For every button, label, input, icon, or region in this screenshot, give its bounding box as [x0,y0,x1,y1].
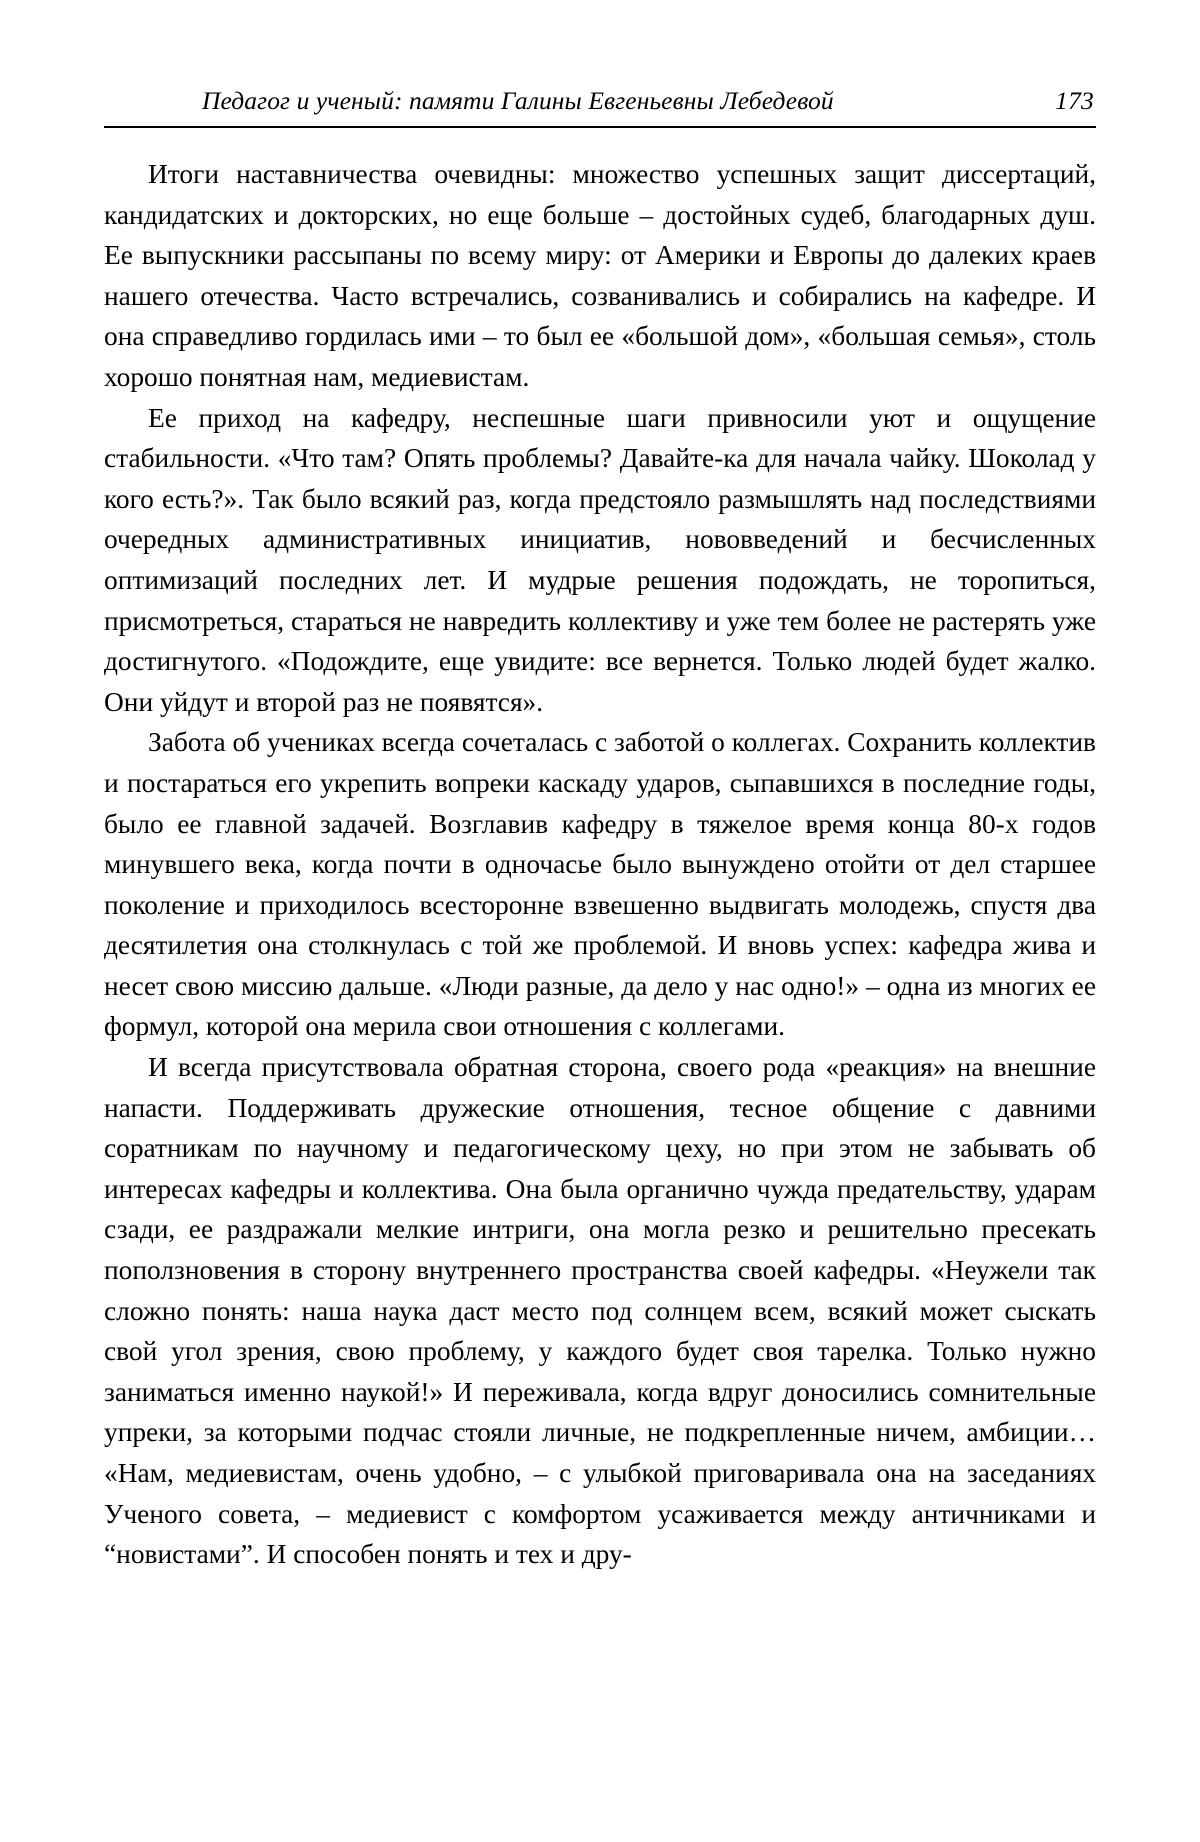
running-head-title: Педагог и ученый: памяти Галины Евгеньевны Лебедевой [202,86,834,115]
paragraph: Забота об учениках всегда сочеталась с заботой о коллегах. Сохранить коллектив и постараться его укрепить вопреки каскаду ударов, сыпавшихся в последние годы, было ее главной задачей. Возглавив кафедру в тяжелое время конца 80-х годов минувшего века, когда почти в одночасье было вынуждено отойти от дел старшее поколение и приходилось всесторонне взвешенно выдвигать молодежь, спустя два десятилетия она столкнулась с той же проблемой. И вновь успех: кафедра жива и несет свою миссию дальше. «Люди разные, да дело у нас одно!» – одна из многих ее формул, которой она мерила свои отношения с коллегами. [104,727,1096,1042]
paragraph: Ее приход на кафедру, неспешные шаги привносили уют и ощущение стабильности. «Что там? Опять проблемы? Давайте-ка для начала чайку. Шоколад у кого есть?». Так было всякий раз, когда предстояло размышлять над последствиями очередных административных инициатив, нововведений и бесчисленных оптимизаций последних лет. И мудрые решения подождать, не торопиться, присмотреться, стараться не навредить коллективу и уже тем более не растерять уже достигнутого. «Подождите, еще увидите: все вернется. Только людей будет жалко. Они уйдут и второй раз не появятся». [104,402,1096,717]
body-text [104,154,1096,1575]
paragraph: И всегда присутствовала обратная сторона, своего рода «реакция» на внешние напасти. Поддерживать дружеские отношения, тесное общение с давними соратникам по научному и педагогическому цеху, но при этом не забывать об интересах кафедры и коллектива. Она была органично чужда предательству, ударам сзади, ее раздражали мелкие интриги, она могла резко и решительно пресекать поползновения в сторону внутреннего пространства своей кафедры. «Неужели так сложно понять: наша наука даст место под солнцем всем, всякий может сыскать свой угол зрения, свою проблему, у каждого будет своя тарелка. Только нужно заниматься именно наукой!» И переживала, когда вдруг доносились сомнительные упреки, за которыми подчас стояли личные, не подкрепленные ничем, амбиции… «Нам, медиевистам, очень удобно, – с улыбкой приговаривала она на заседаниях Ученого совета, – медиевист с комфортом усаживается между античниками и “новистами”. И способен понять и тех и дру- [104,1052,1096,1570]
header-rule [104,126,1096,128]
paragraph: Итоги наставничества очевидны: множество успешных защит диссертаций, кандидатских и докторских, но еще больше – достойных судеб, благодарных душ. Ее выпускники рассыпаны по всему миру: от Америки и Европы до далеких краев нашего отечества. Часто встречались, созванивались и собирались на кафедре. И она справедливо гордилась ими – то был ее «большой дом», «большая семья», столь хорошо понятная нам, медиевистам. [104,159,1096,392]
page-content [104,86,1096,1575]
page-number: 173 [1055,86,1094,115]
running-head [104,86,1096,126]
